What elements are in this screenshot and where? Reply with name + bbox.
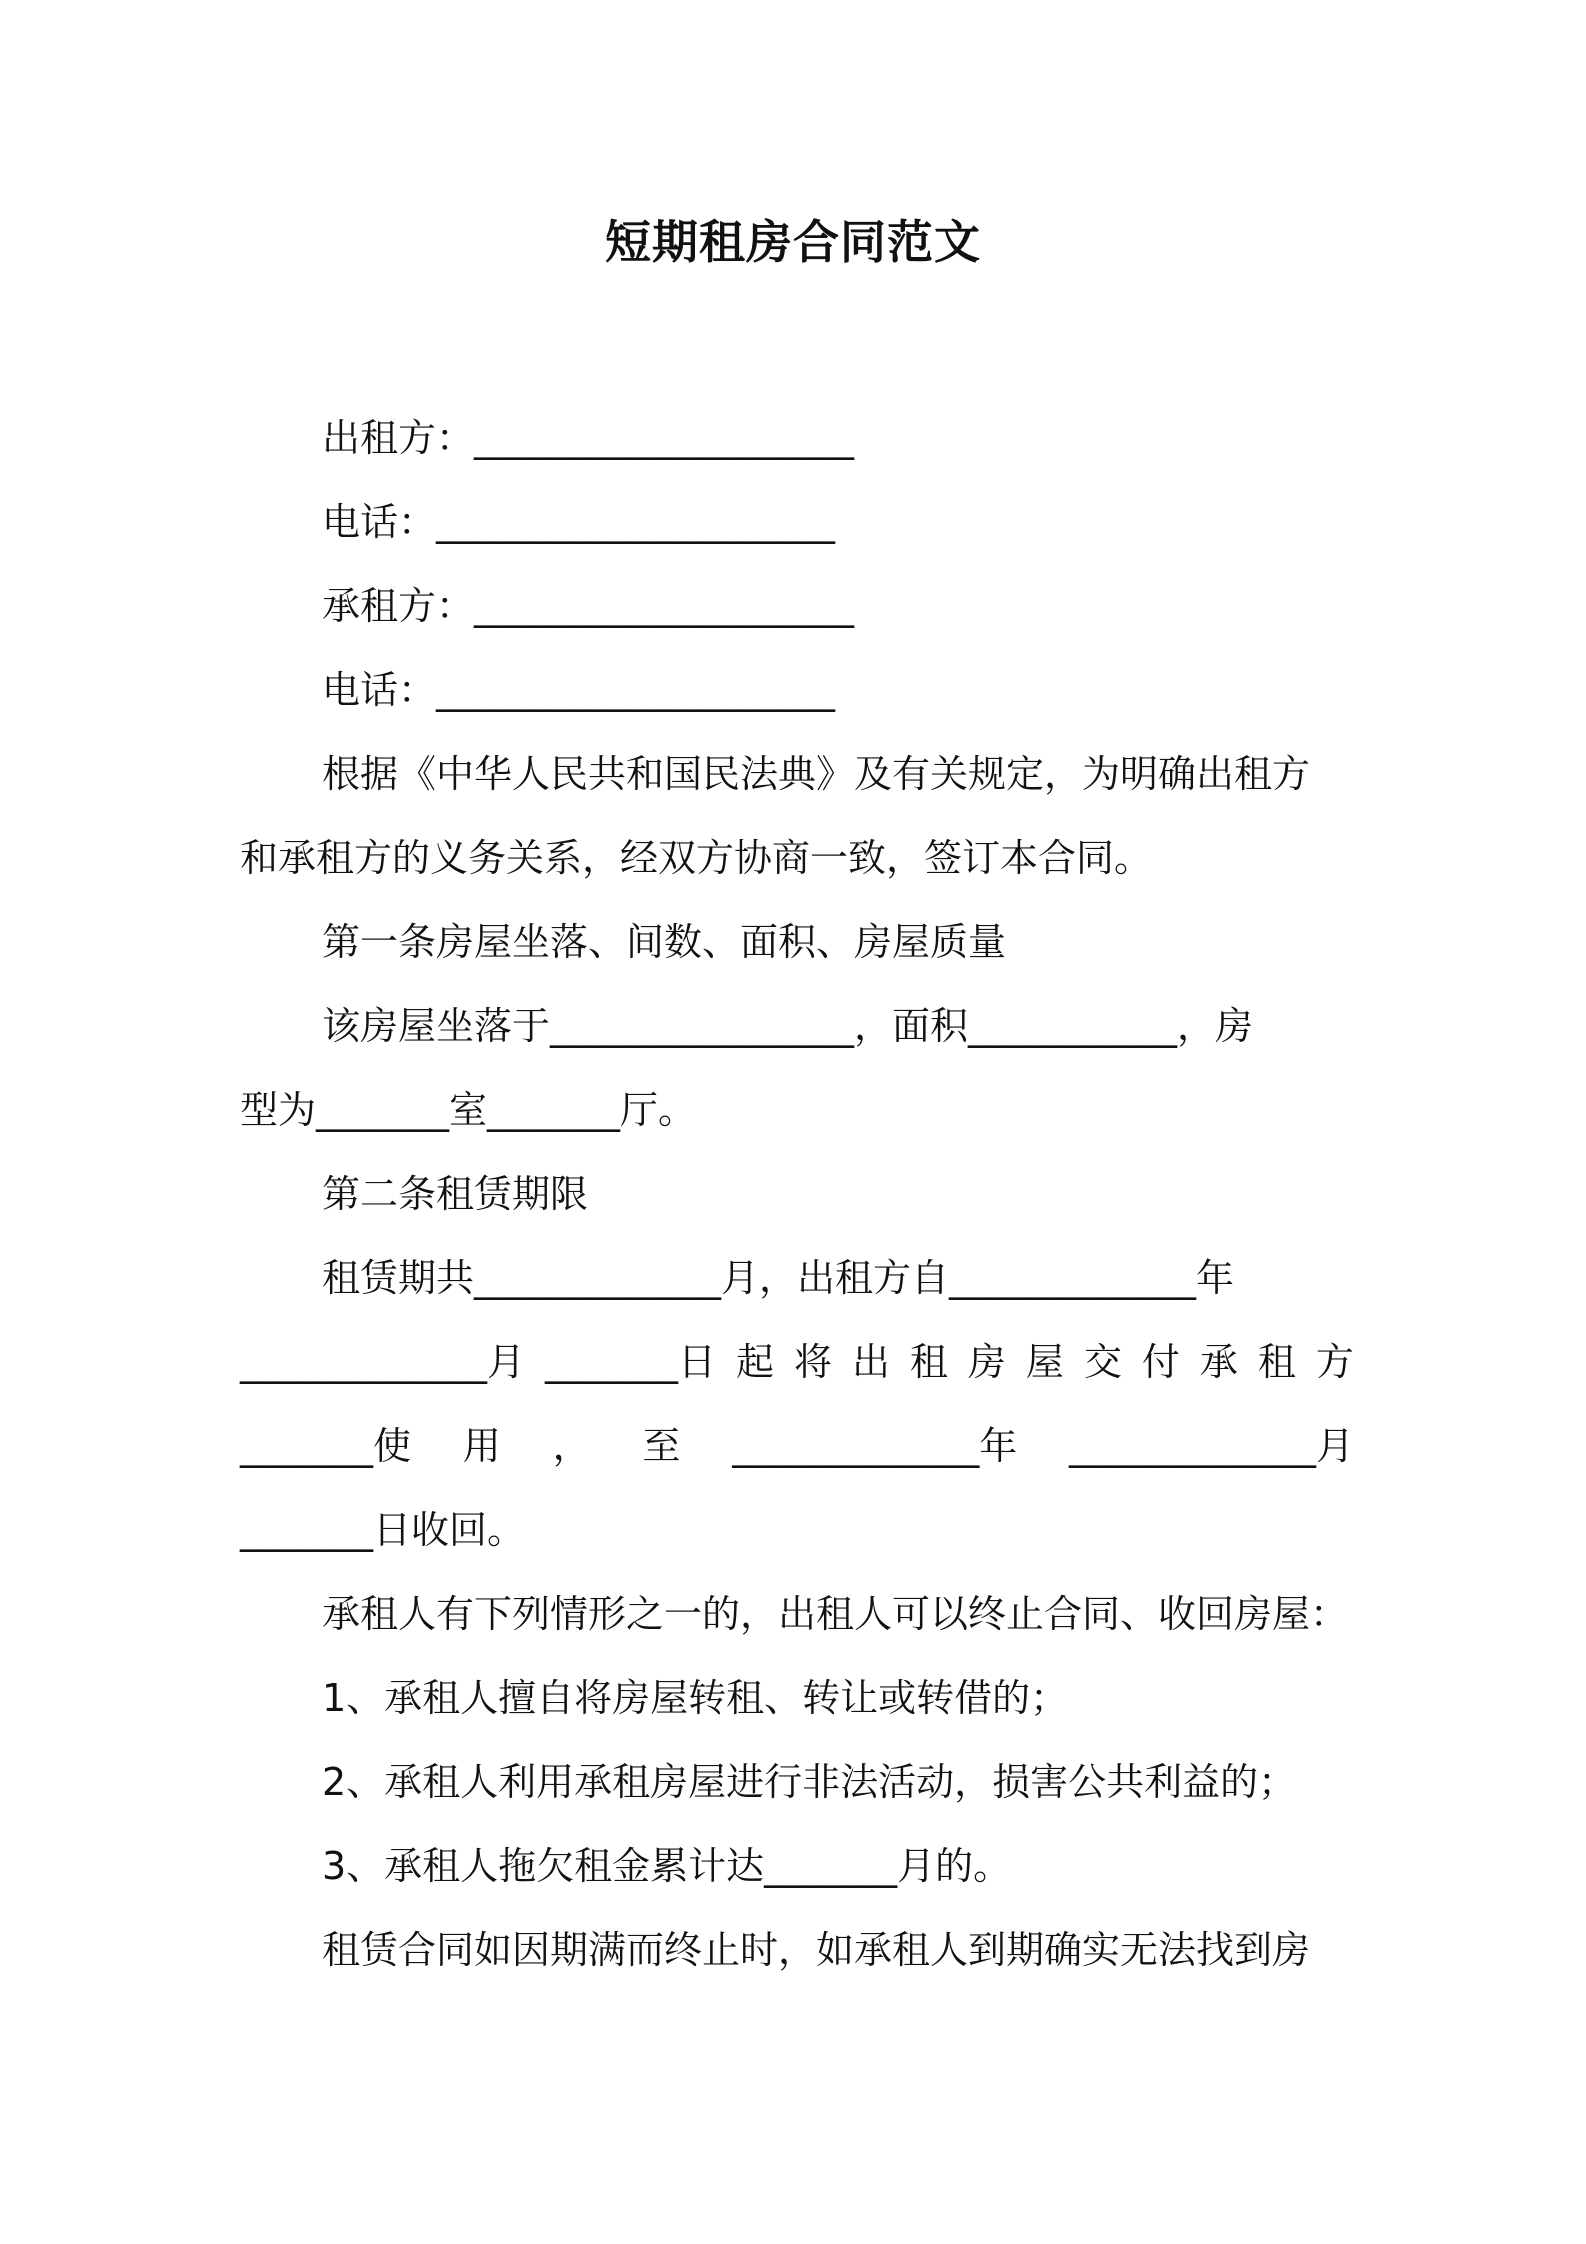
termination-item-1: 1、承租人擅自将房屋转租、转让或转借的； [322,1676,1069,1720]
text-segment: 租 [909,1340,948,1384]
text-segment: 租 [1257,1340,1296,1384]
lessee-field: 承租方：____________________ [322,584,855,628]
article-1-heading: 第一条房屋坐落、间数、面积、房屋质量 [322,920,1007,964]
lessor-field: 出租方：____________________ [322,416,855,460]
text-segment: _______使 [240,1424,412,1468]
lessee-phone-field: 电话：_____________________ [322,668,836,712]
text-segment: 起 [735,1340,774,1384]
lessor-phone-field: 电话：_____________________ [322,500,836,544]
text-segment: 付 [1141,1340,1180,1384]
termination-intro: 承租人有下列情形之一的，出租人可以终止合同、收回房屋： [322,1592,1349,1636]
text-segment: _____________月 [1068,1424,1354,1468]
text-segment: 屋 [1025,1340,1064,1384]
document-title: 短期租房合同范文 [605,215,981,269]
text-segment: 房 [967,1340,1006,1384]
text-segment: 至 [642,1424,681,1468]
text-segment: 用 [462,1424,501,1468]
text-segment: _____________月 [240,1340,526,1384]
preamble-line-2: 和承租方的义务关系，经双方协商一致，签订本合同。 [240,836,1153,880]
article-1-text-line-1: 该房屋坐落于________________，面积___________，房 [322,1004,1254,1048]
text-segment: 方 [1315,1340,1354,1384]
expiry-clause-line-1: 租赁合同如因期满而终止时，如承租人到期确实无法找到房 [322,1928,1311,1972]
preamble-line-1: 根据《中华人民共和国民法典》及有关规定，为明确出租方 [322,752,1311,796]
text-segment: 将 [793,1340,832,1384]
article-2-heading: 第二条租赁期限 [322,1172,589,1216]
termination-item-2: 2、承租人利用承租房屋进行非法活动，损害公共利益的； [322,1760,1297,1804]
text-segment: _____________年 [732,1424,1018,1468]
text-segment: 出 [851,1340,890,1384]
text-segment: ， [552,1424,591,1468]
article-2-text-line-3 [240,1418,1354,1474]
article-2-text-line-4: _______日收回。 [240,1508,526,1552]
article-1-text-line-2: 型为_______室_______厅。 [240,1088,697,1132]
article-2-text-line-2 [240,1334,1354,1390]
termination-item-3: 3、承租人拖欠租金累计达_______月的。 [322,1844,1012,1888]
text-segment: 交 [1083,1340,1122,1384]
text-segment: _______日 [544,1340,716,1384]
article-2-text-line-1: 租赁期共_____________月，出租方自_____________年 [322,1256,1235,1300]
text-segment: 承 [1199,1340,1238,1384]
